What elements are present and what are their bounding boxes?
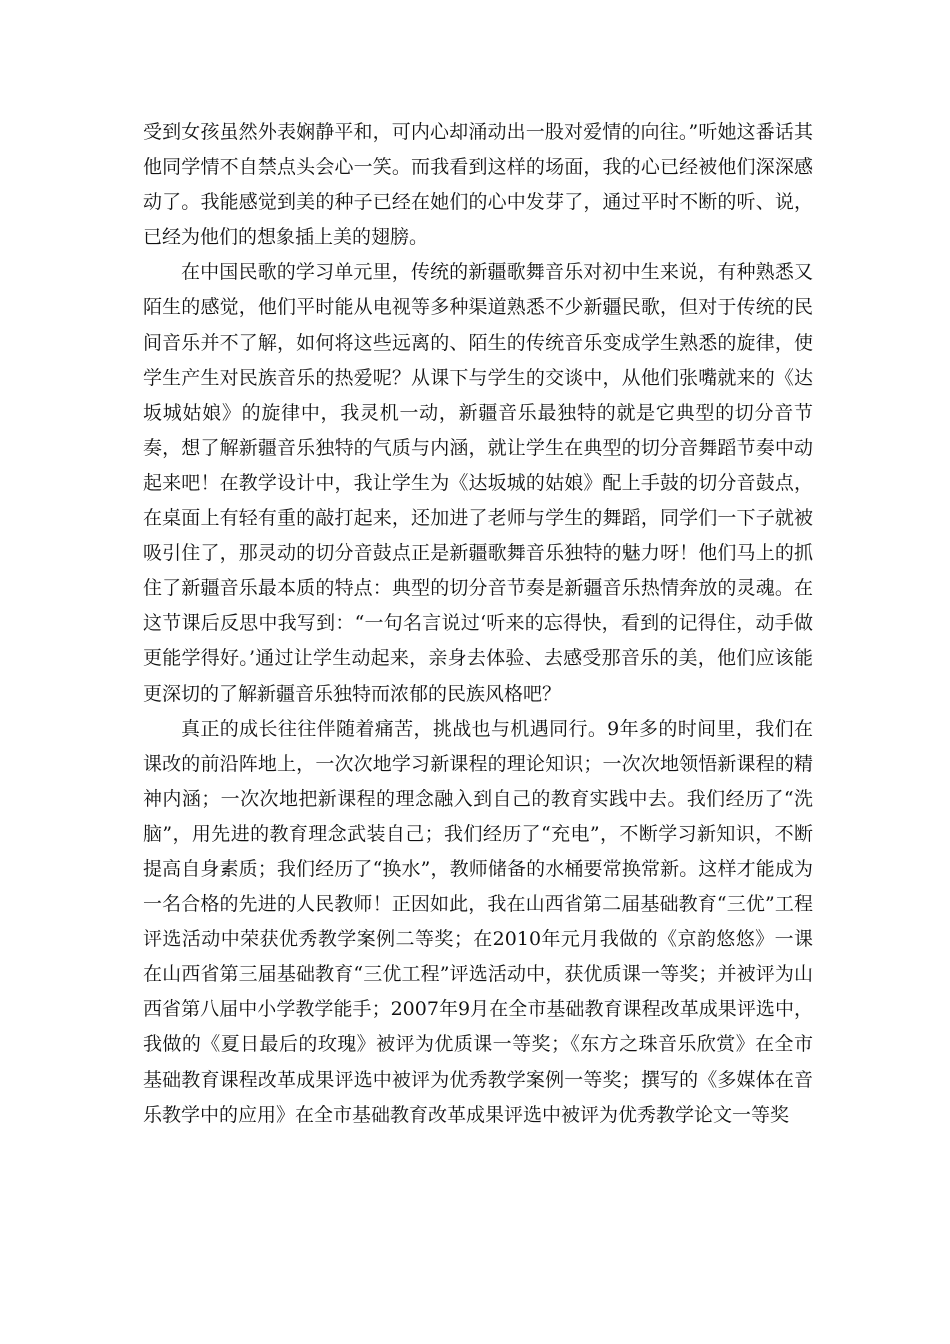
body-text bbox=[143, 115, 813, 1133]
paragraph-growth-awards: 真正的成长往往伴随着痛苦，挑战也与机遇同行。9年多的时间里，我们在课改的前沿阵地上，一次次地学习新课程的理论知识；一次次地领悟新课程的精神内涵；一次次地把新课程的理念融入到自己的教育实践中去。我们经历了“洗脑”，用先进的教育理念武装自己；我们经历了“充电”，不断学习新知识，不断提高自身素质；我们经历了“换水”，教师储备的水桶要常换常新。这样才能成为一名合格的先进的人民教师！正因如此，我在山西省第二届基础教育“三优”工程评选活动中荣获优秀教学案例二等奖；在2010年元月我做的《京韵悠悠》一课在山西省第三届基础教育“三优工程”评选活动中，获优质课一等奖；并被评为山西省第八届中小学教学能手；2007年9月在全市基础教育课程改革成果评选中，我做的《夏日最后的玫瑰》被评为优质课一等奖；《东方之珠音乐欣赏》在全市基础教育课程改革成果评选中被评为优秀教学案例一等奖；撰写的《多媒体在音乐教学中的应用》在全市基础教育改革成果评选中被评为优秀教学论文一等奖 bbox=[143, 717, 813, 1126]
paragraph-xinjiang-music: 在中国民歌的学习单元里，传统的新疆歌舞音乐对初中生来说，有种熟悉又陌生的感觉，他们平时能从电视等多种渠道熟悉不少新疆民歌，但对于传统的民间音乐并不了解，如何将这些远离的、陌生的传统音乐变成学生熟悉的旋律，使学生产生对民族音乐的热爱呢？从课下与学生的交谈中，从他们张嘴就来的《达坂城姑娘》的旋律中，我灵机一动，新疆音乐最独特的就是它典型的切分音节奏，想了解新疆音乐独特的气质与内涵，就让学生在典型的切分音舞蹈节奏中动起来吧！在教学设计中，我让学生为《达坂城的姑娘》配上手鼓的切分音鼓点，在桌面上有轻有重的敲打起来，还加进了老师与学生的舞蹈，同学们一下子就被吸引住了，那灵动的切分音鼓点正是新疆歌舞音乐独特的魅力呀！他们马上的抓住了新疆音乐最本质的特点：典型的切分音节奏是新疆音乐热情奔放的灵魂。在这节课后反思中我写到：“一句名言说过‘听来的忘得快，看到的记得住，动手做更能学得好。’通过让学生动起来，亲身去体验、去感受那音乐的美，他们应该能更深切的了解新疆音乐独特而浓郁的民族风格吧？ bbox=[143, 261, 813, 705]
paragraph-continuation: 受到女孩虽然外表娴静平和，可内心却涌动出一股对爱情的向往。”听她这番话其他同学情不自禁点头会心一笑。而我看到这样的场面，我的心已经被他们深深感动了。我能感觉到美的种子已经在她们的心中发芽了，通过平时不断的听、说，已经为他们的想象插上美的翅膀。 bbox=[143, 121, 813, 249]
